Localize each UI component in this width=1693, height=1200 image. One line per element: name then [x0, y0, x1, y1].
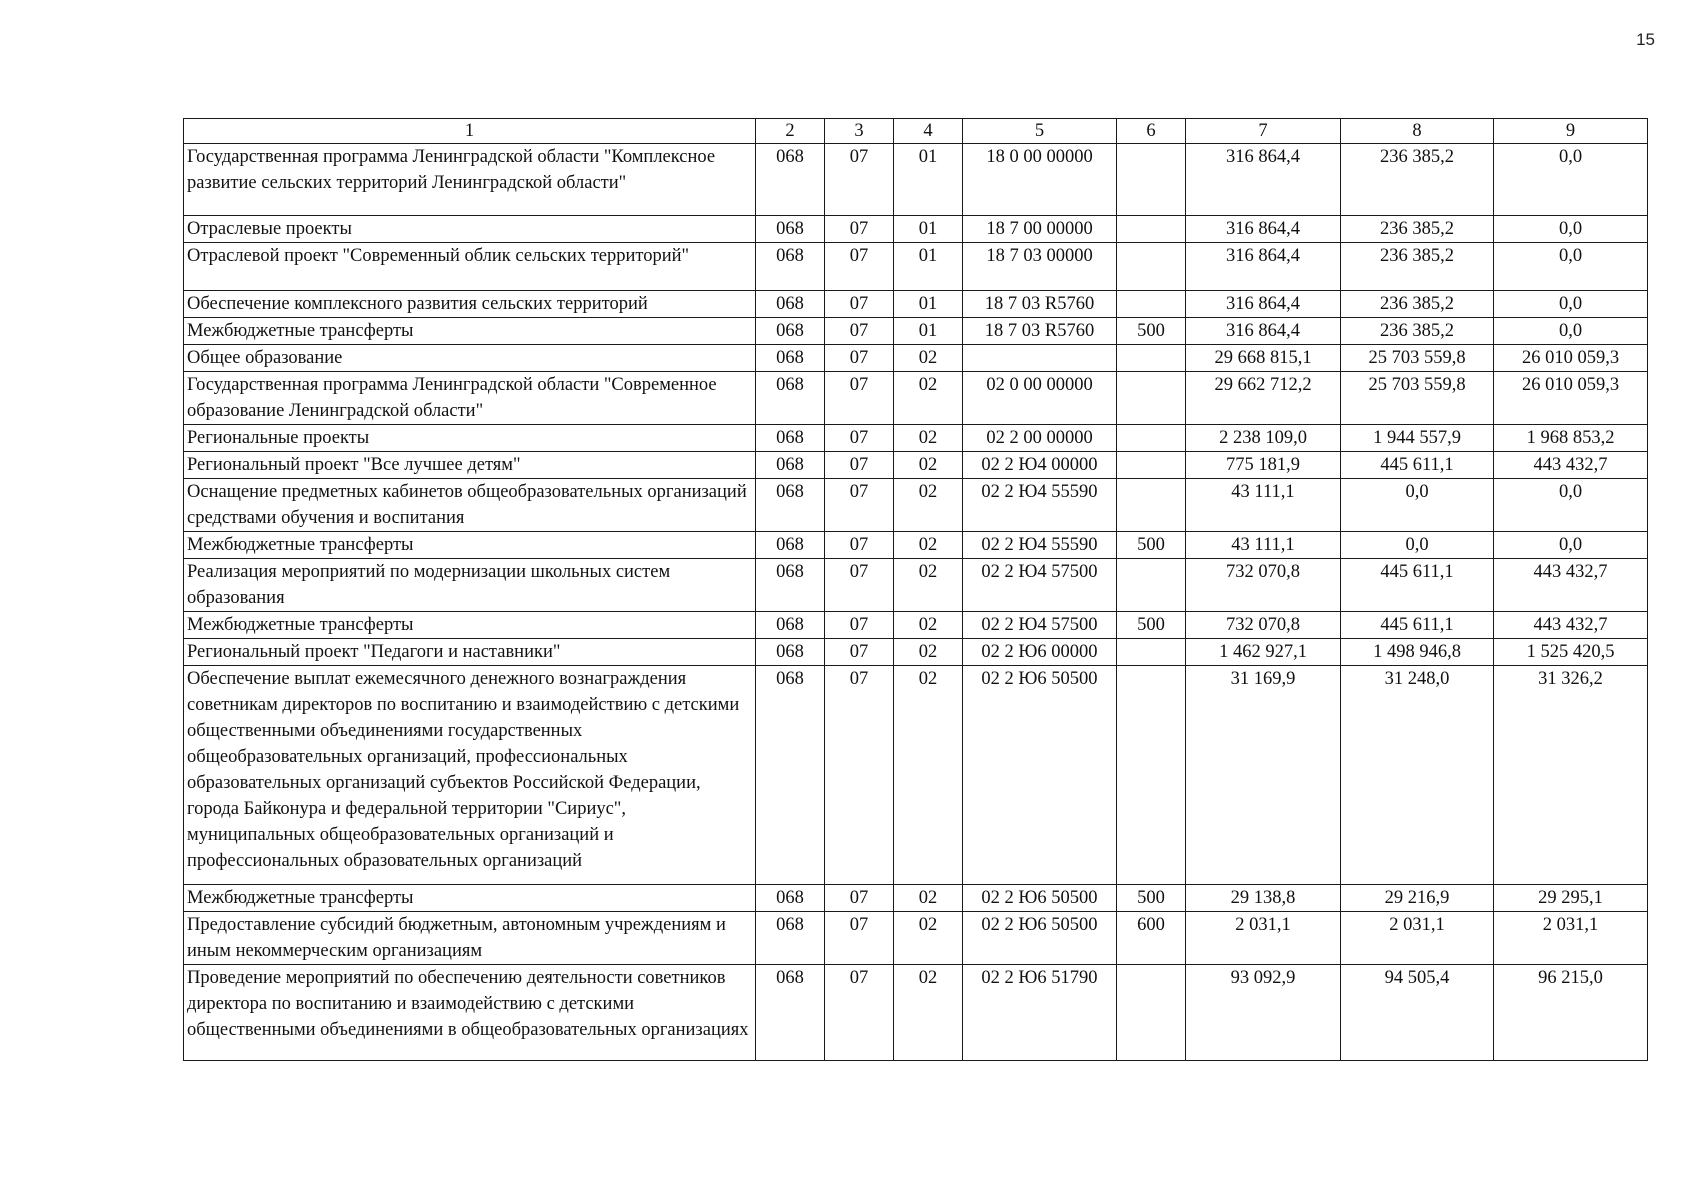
row-cell-c7: 775 181,9 — [1186, 452, 1341, 479]
row-cell-c9: 443 432,7 — [1494, 452, 1648, 479]
row-cell-c4: 02 — [894, 639, 963, 666]
row-cell-c7: 29 138,8 — [1186, 885, 1341, 912]
row-cell-c9: 31 326,2 — [1494, 666, 1648, 885]
row-name-cell: Государственная программа Ленинградской области "Комплексное развитие сельских территорий Ленинградской области" — [184, 144, 756, 216]
row-cell-c5: 18 7 03 R5760 — [963, 318, 1117, 345]
row-cell-c5: 02 2 Ю4 57500 — [963, 559, 1117, 612]
table-row — [184, 144, 1648, 216]
row-cell-c5: 02 2 Ю4 55590 — [963, 532, 1117, 559]
row-cell-c3: 07 — [825, 532, 894, 559]
table-header-row — [184, 119, 1648, 144]
table-row — [184, 666, 1648, 885]
row-cell-c3: 07 — [825, 639, 894, 666]
header-cell: 3 — [825, 119, 894, 144]
row-cell-c6 — [1117, 291, 1186, 318]
row-cell-c3: 07 — [825, 885, 894, 912]
row-cell-c5: 18 0 00 00000 — [963, 144, 1117, 216]
row-cell-c2: 068 — [756, 243, 825, 291]
row-cell-c3: 07 — [825, 666, 894, 885]
row-cell-c7: 316 864,4 — [1186, 318, 1341, 345]
row-cell-c8: 1 498 946,8 — [1341, 639, 1494, 666]
row-cell-c5: 02 2 00 00000 — [963, 425, 1117, 452]
row-cell-c3: 07 — [825, 291, 894, 318]
row-cell-c5 — [963, 345, 1117, 372]
row-cell-c8: 0,0 — [1341, 479, 1494, 532]
row-cell-c8: 94 505,4 — [1341, 965, 1494, 1061]
row-cell-c3: 07 — [825, 425, 894, 452]
row-name-cell: Межбюджетные трансферты — [184, 612, 756, 639]
table-row — [184, 912, 1648, 965]
row-cell-c4: 02 — [894, 965, 963, 1061]
row-cell-c5: 02 0 00 00000 — [963, 372, 1117, 425]
row-name-cell: Обеспечение комплексного развития сельских территорий — [184, 291, 756, 318]
row-cell-c6: 500 — [1117, 885, 1186, 912]
table-row — [184, 425, 1648, 452]
table-row — [184, 291, 1648, 318]
row-name-cell: Отраслевой проект "Современный облик сельских территорий" — [184, 243, 756, 291]
row-cell-c7: 29 668 815,1 — [1186, 345, 1341, 372]
row-cell-c8: 25 703 559,8 — [1341, 345, 1494, 372]
row-cell-c2: 068 — [756, 559, 825, 612]
row-cell-c4: 01 — [894, 216, 963, 243]
row-cell-c9: 26 010 059,3 — [1494, 345, 1648, 372]
row-cell-c9: 0,0 — [1494, 291, 1648, 318]
row-cell-c4: 02 — [894, 912, 963, 965]
row-cell-c9: 0,0 — [1494, 318, 1648, 345]
table-row — [184, 452, 1648, 479]
table-row — [184, 216, 1648, 243]
row-cell-c7: 2 238 109,0 — [1186, 425, 1341, 452]
row-cell-c2: 068 — [756, 216, 825, 243]
budget-table — [183, 118, 1648, 1061]
row-name-cell: Межбюджетные трансферты — [184, 532, 756, 559]
row-cell-c4: 01 — [894, 243, 963, 291]
row-cell-c6 — [1117, 144, 1186, 216]
row-cell-c9: 0,0 — [1494, 216, 1648, 243]
row-cell-c8: 1 944 557,9 — [1341, 425, 1494, 452]
row-cell-c7: 2 031,1 — [1186, 912, 1341, 965]
row-cell-c6 — [1117, 479, 1186, 532]
table-row — [184, 318, 1648, 345]
row-cell-c8: 31 248,0 — [1341, 666, 1494, 885]
row-cell-c2: 068 — [756, 345, 825, 372]
row-cell-c4: 01 — [894, 318, 963, 345]
row-cell-c6 — [1117, 559, 1186, 612]
row-name-cell: Межбюджетные трансферты — [184, 885, 756, 912]
row-cell-c4: 01 — [894, 291, 963, 318]
row-cell-c7: 316 864,4 — [1186, 291, 1341, 318]
row-name-cell: Оснащение предметных кабинетов общеобразовательных организаций средствами обучения и воспитания — [184, 479, 756, 532]
row-cell-c7: 316 864,4 — [1186, 243, 1341, 291]
row-name-cell: Государственная программа Ленинградской области "Современное образование Ленинградской области" — [184, 372, 756, 425]
row-cell-c2: 068 — [756, 965, 825, 1061]
table-row — [184, 612, 1648, 639]
row-cell-c2: 068 — [756, 144, 825, 216]
row-cell-c8: 29 216,9 — [1341, 885, 1494, 912]
row-cell-c6: 600 — [1117, 912, 1186, 965]
header-cell: 7 — [1186, 119, 1341, 144]
row-cell-c4: 02 — [894, 345, 963, 372]
row-cell-c5: 02 2 Ю6 50500 — [963, 912, 1117, 965]
row-cell-c8: 445 611,1 — [1341, 559, 1494, 612]
row-cell-c9: 0,0 — [1494, 144, 1648, 216]
row-cell-c5: 02 2 Ю4 57500 — [963, 612, 1117, 639]
row-cell-c8: 0,0 — [1341, 532, 1494, 559]
header-cell: 6 — [1117, 119, 1186, 144]
header-cell: 1 — [184, 119, 756, 144]
row-cell-c2: 068 — [756, 372, 825, 425]
table-row — [184, 345, 1648, 372]
row-cell-c6 — [1117, 243, 1186, 291]
row-name-cell: Межбюджетные трансферты — [184, 318, 756, 345]
row-cell-c6 — [1117, 216, 1186, 243]
header-cell: 9 — [1494, 119, 1648, 144]
row-cell-c5: 18 7 03 00000 — [963, 243, 1117, 291]
row-cell-c3: 07 — [825, 372, 894, 425]
table-row — [184, 559, 1648, 612]
row-cell-c4: 02 — [894, 452, 963, 479]
row-cell-c5: 18 7 00 00000 — [963, 216, 1117, 243]
row-cell-c6: 500 — [1117, 532, 1186, 559]
row-cell-c4: 02 — [894, 885, 963, 912]
row-cell-c8: 445 611,1 — [1341, 612, 1494, 639]
row-cell-c9: 1 968 853,2 — [1494, 425, 1648, 452]
row-cell-c4: 02 — [894, 532, 963, 559]
row-cell-c2: 068 — [756, 612, 825, 639]
row-cell-c2: 068 — [756, 639, 825, 666]
table-row — [184, 479, 1648, 532]
row-cell-c6: 500 — [1117, 612, 1186, 639]
row-cell-c2: 068 — [756, 425, 825, 452]
row-name-cell: Предоставление субсидий бюджетным, автономным учреждениям и иным некоммерческим организациям — [184, 912, 756, 965]
row-cell-c3: 07 — [825, 452, 894, 479]
row-cell-c7: 93 092,9 — [1186, 965, 1341, 1061]
page-number: 15 — [1636, 30, 1655, 49]
row-cell-c7: 732 070,8 — [1186, 612, 1341, 639]
row-name-cell: Региональный проект "Педагоги и наставники" — [184, 639, 756, 666]
row-cell-c2: 068 — [756, 666, 825, 885]
row-cell-c2: 068 — [756, 479, 825, 532]
row-cell-c6: 500 — [1117, 318, 1186, 345]
row-cell-c3: 07 — [825, 318, 894, 345]
row-cell-c9: 29 295,1 — [1494, 885, 1648, 912]
row-cell-c3: 07 — [825, 559, 894, 612]
row-cell-c9: 96 215,0 — [1494, 965, 1648, 1061]
row-cell-c9: 0,0 — [1494, 243, 1648, 291]
row-cell-c2: 068 — [756, 912, 825, 965]
row-cell-c2: 068 — [756, 452, 825, 479]
row-cell-c3: 07 — [825, 243, 894, 291]
row-cell-c8: 25 703 559,8 — [1341, 372, 1494, 425]
row-name-cell: Реализация мероприятий по модернизации школьных систем образования — [184, 559, 756, 612]
row-cell-c9: 1 525 420,5 — [1494, 639, 1648, 666]
row-cell-c3: 07 — [825, 216, 894, 243]
row-cell-c4: 02 — [894, 612, 963, 639]
row-cell-c8: 236 385,2 — [1341, 318, 1494, 345]
row-cell-c4: 02 — [894, 666, 963, 885]
row-cell-c5: 02 2 Ю6 00000 — [963, 639, 1117, 666]
row-name-cell: Региональный проект "Все лучшее детям" — [184, 452, 756, 479]
row-cell-c9: 0,0 — [1494, 532, 1648, 559]
row-cell-c6 — [1117, 425, 1186, 452]
header-cell: 5 — [963, 119, 1117, 144]
header-cell: 2 — [756, 119, 825, 144]
row-cell-c7: 1 462 927,1 — [1186, 639, 1341, 666]
row-cell-c3: 07 — [825, 479, 894, 532]
row-cell-c4: 02 — [894, 559, 963, 612]
row-cell-c7: 43 111,1 — [1186, 479, 1341, 532]
row-cell-c5: 02 2 Ю6 51790 — [963, 965, 1117, 1061]
row-cell-c6 — [1117, 639, 1186, 666]
row-name-cell: Общее образование — [184, 345, 756, 372]
row-cell-c4: 02 — [894, 425, 963, 452]
row-cell-c6 — [1117, 372, 1186, 425]
row-cell-c4: 02 — [894, 372, 963, 425]
row-cell-c6 — [1117, 666, 1186, 885]
row-cell-c7: 43 111,1 — [1186, 532, 1341, 559]
row-cell-c9: 2 031,1 — [1494, 912, 1648, 965]
table-row — [184, 885, 1648, 912]
row-cell-c5: 02 2 Ю4 55590 — [963, 479, 1117, 532]
row-cell-c4: 02 — [894, 479, 963, 532]
row-cell-c5: 02 2 Ю4 00000 — [963, 452, 1117, 479]
row-cell-c5: 02 2 Ю6 50500 — [963, 885, 1117, 912]
row-cell-c4: 01 — [894, 144, 963, 216]
row-cell-c8: 445 611,1 — [1341, 452, 1494, 479]
row-cell-c5: 18 7 03 R5760 — [963, 291, 1117, 318]
row-cell-c9: 0,0 — [1494, 479, 1648, 532]
row-cell-c8: 236 385,2 — [1341, 144, 1494, 216]
row-cell-c7: 316 864,4 — [1186, 144, 1341, 216]
row-cell-c2: 068 — [756, 532, 825, 559]
row-cell-c3: 07 — [825, 144, 894, 216]
row-cell-c5: 02 2 Ю6 50500 — [963, 666, 1117, 885]
row-cell-c3: 07 — [825, 912, 894, 965]
header-cell: 8 — [1341, 119, 1494, 144]
row-cell-c9: 26 010 059,3 — [1494, 372, 1648, 425]
row-cell-c3: 07 — [825, 345, 894, 372]
row-name-cell: Обеспечение выплат ежемесячного денежного вознаграждения советникам директоров по воспитанию и взаимодействию с детскими общественными объединениями государственных общеобразовательных организаций, профессиональных образовательных организаций субъектов Российской Федерации, города Байконура и федеральной территории "Сириус", муниципальных общеобразовательных организаций и профессиональных образовательных организаций — [184, 666, 756, 885]
table-row — [184, 243, 1648, 291]
row-cell-c7: 732 070,8 — [1186, 559, 1341, 612]
row-cell-c2: 068 — [756, 291, 825, 318]
row-cell-c6 — [1117, 452, 1186, 479]
row-cell-c6 — [1117, 345, 1186, 372]
header-cell: 4 — [894, 119, 963, 144]
row-cell-c8: 236 385,2 — [1341, 291, 1494, 318]
row-cell-c9: 443 432,7 — [1494, 559, 1648, 612]
row-name-cell: Проведение мероприятий по обеспечению деятельности советников директора по воспитанию и взаимодействию с детскими общественными объединениями в общеобразовательных организациях — [184, 965, 756, 1061]
row-cell-c3: 07 — [825, 965, 894, 1061]
row-name-cell: Отраслевые проекты — [184, 216, 756, 243]
table-row — [184, 372, 1648, 425]
row-cell-c7: 29 662 712,2 — [1186, 372, 1341, 425]
row-cell-c8: 236 385,2 — [1341, 243, 1494, 291]
row-cell-c9: 443 432,7 — [1494, 612, 1648, 639]
table-row — [184, 965, 1648, 1061]
row-cell-c6 — [1117, 965, 1186, 1061]
table-row — [184, 532, 1648, 559]
row-cell-c3: 07 — [825, 612, 894, 639]
row-cell-c8: 236 385,2 — [1341, 216, 1494, 243]
row-cell-c7: 316 864,4 — [1186, 216, 1341, 243]
row-cell-c2: 068 — [756, 318, 825, 345]
row-cell-c8: 2 031,1 — [1341, 912, 1494, 965]
row-name-cell: Региональные проекты — [184, 425, 756, 452]
row-cell-c2: 068 — [756, 885, 825, 912]
table-row — [184, 639, 1648, 666]
row-cell-c7: 31 169,9 — [1186, 666, 1341, 885]
